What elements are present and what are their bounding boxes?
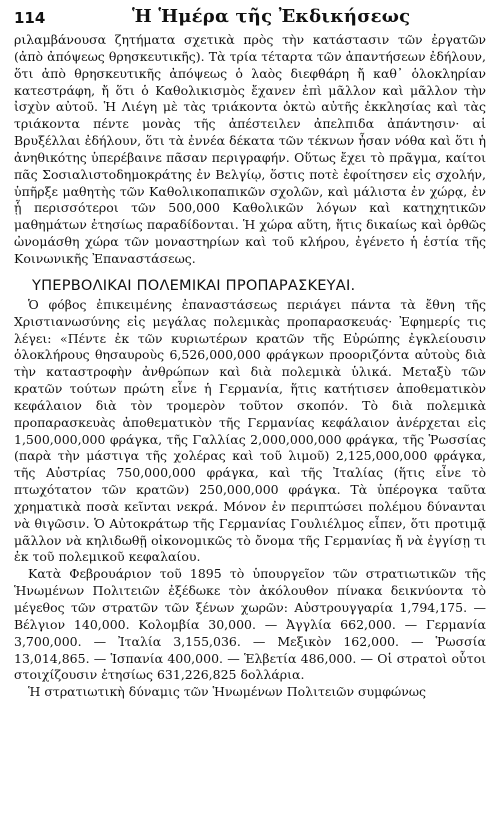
paragraph-continuation: ριλαμβάνουσα ζητήματα σχετικὰ πρὸς τὴν κατάστασιν τῶν ἐργατῶν (ἀπὸ ἀπόψεως θρησκευτικῆς). Τὰ τρία τέταρτα τῶν ἀπαντήσεων ἐδήλουν, ὅτι ἀπὸ θρησκευτικῆς ἀπόψεως ὁ λαὸς διεφθάρη ἤ καθ᾿ ὁλοκληρίαν κατεστράφη, ἤ ὅτι ὁ Καθολικισμὸς ἔχανεν ἐπὶ μᾶλλον καὶ μᾶλλον τὴν ἰσχὺν αὐτοῦ. Ἡ Λιέγη μὲ τὰς τριάκοντα ὀκτὼ αὐτῆς ἐκκλησίας καὶ τὰς τριάκοντα πέντε μονὰς τῆς ἀπέστειλεν ἀπελπιδα ἀπάντησιν· αἱ Βρυξέλλαι ἐδήλουν, ὅτι τὰ ἐννέα δέκατα τῶν τέκνων ἦσαν νόθα καὶ ὅτι ἡ ἀνηθικότης ὑπερέβαινε πᾶσαν περιγραφήν. Οὕτως ἔχει τὸ πρᾶγμα, καίτοι πᾶς Σοσιαλιστοδημοκράτης ἐν Βελγίῳ, ὅστις ποτὲ ἐφοίτησεν εἰς σχολήν, ὑπῆρξε μαθητὴς τῶν Καθολικοπαπικῶν σχολῶν, καὶ μάλιστα ἐν χώρᾳ, ἐν ᾗ περισσότεροι τῶν 500,000 Καθολικῶν λόγων καὶ κατηχητικῶν μαθημάτων ἐτησίως παραδίδονται. Ἡ χώρα αὕτη, ἥτις δικαίως καὶ ὀρθῶς ὠνομάσθη χώρα τῶν μοναστηρίων καὶ τοῦ κλήρου, ἐγένετο ἡ ἑστία τῆς Κοινωνικῆς Ἐπαναστάσεως. [14, 32, 486, 266]
body-text [14, 32, 486, 701]
running-title: Ἡ Ἡμέρα τῆς Ἐκδικήσεως [132, 6, 411, 27]
section-heading: ΥΠΕΡΒΟΛΙΚΑΙ ΠΟΛΕΜΙΚΑΙ ΠΡΟΠΑΡΑΣΚΕΥΑΙ. [32, 276, 356, 294]
page-number: 114 [14, 9, 46, 27]
paragraph-army-sizes: Κατὰ Φεβρουάριον τοῦ 1895 τὸ ὑπουργεῖον τῶν στρατιωτικῶν τῆς Ἡνωμένων Πολιτειῶν ἐξέδωκε τὸν ἀκόλουθον πίνακα δεικνύοντα τὸ μέγεθος τῶν στρατῶν τῶν ξένων χωρῶν: Αὐστρουγγαρία 1,794,175. — Βέλγιον 140,000. Κολομβία 30,000. — Ἀγγλία 662,000. — Γερμανία 3,700,000. — Ἰταλία 3,155,036. — Μεξικὸν 162,000. — Ῥωσσία 13,014,865. — Ἱσπανία 400,000. — Ἑλβετία 486,000. — Οἱ στρατοὶ οὗτοι στοιχίζουσιν ἐτησίως 631,226,825 δολλάρια. [14, 566, 486, 683]
paragraph-war-preparations: Ὁ φόβος ἐπικειμένης ἐπαναστάσεως περιάγει πάντα τὰ ἔθνη τῆς Χριστιανωσύνης εἰς μεγάλας πολεμικὰς προπαρασκευάς· Ἐφημερίς τις λέγει: «Πέντε ἐκ τῶν κυριωτέρων κρατῶν τῆς Εὐρώπης ἐγκλείουσιν ὁλοκλήρους θησαυροὺς 6,526,000,000 φράγκων προοριζόντα αὐτοὺς διὰ τὴν καταστροφὴν ἀνθρώπων καὶ διὰ πολεμικὰ ὑλικά. Μεταξὺ τῶν κρατῶν τούτων πρώτη εἶνε ἡ Γερμανία, ἥτις κατήτισεν ἀποθεματικὸν κεφάλαιον διὰ τὸν τρομερὸν τοῦτον σκοπόν. Τὸ διὰ πολεμικὰ προπαρασκευὰς ἀποθεματικὸν τῆς Γερμανίας κεφάλαιον ἀνέρχεται εἰς 1,500,000,000 φράγκα, τῆς Γαλλίας 2,000,000,000 φράγκα, τῆς Ῥωσσίας (παρὰ τὴν μάστιγα τῆς χολέρας καὶ τοῦ λιμοῦ) 2,125,000,000 φράγκα, τῆς Αὐστρίας 750,000,000 φράγκα, καὶ τῆς Ἰταλίας (ἥτις εἶνε τὸ πτωχότατον τῶν κρατῶν) 250,000,000 φράγκα. Τὰ ὑπέρογκα ταῦτα χρηματικὰ ποσὰ κεῖνται νεκρά. Μόνον ἐν περιπτώσει πολέμου δύνανται νὰ θιγῶσιν. Ὁ Αὐτοκράτωρ τῆς Γερμανίας Γουλιέλμος εἶπεν, ὅτι προτιμᾷ μᾶλλον νὰ κηλιδωθῇ οἰκονομικῶς τὸ ὄνομα τῆς Γερμανίας ἤ νὰ ἐγγίσῃ τι ἐκ τοῦ πολεμικοῦ κεφαλαίου. [14, 296, 486, 565]
paragraph-us-military: Ἡ στρατιωτικὴ δύναμις τῶν Ἡνωμένων Πολιτειῶν συμφώνως [28, 684, 427, 700]
running-head [14, 6, 486, 32]
